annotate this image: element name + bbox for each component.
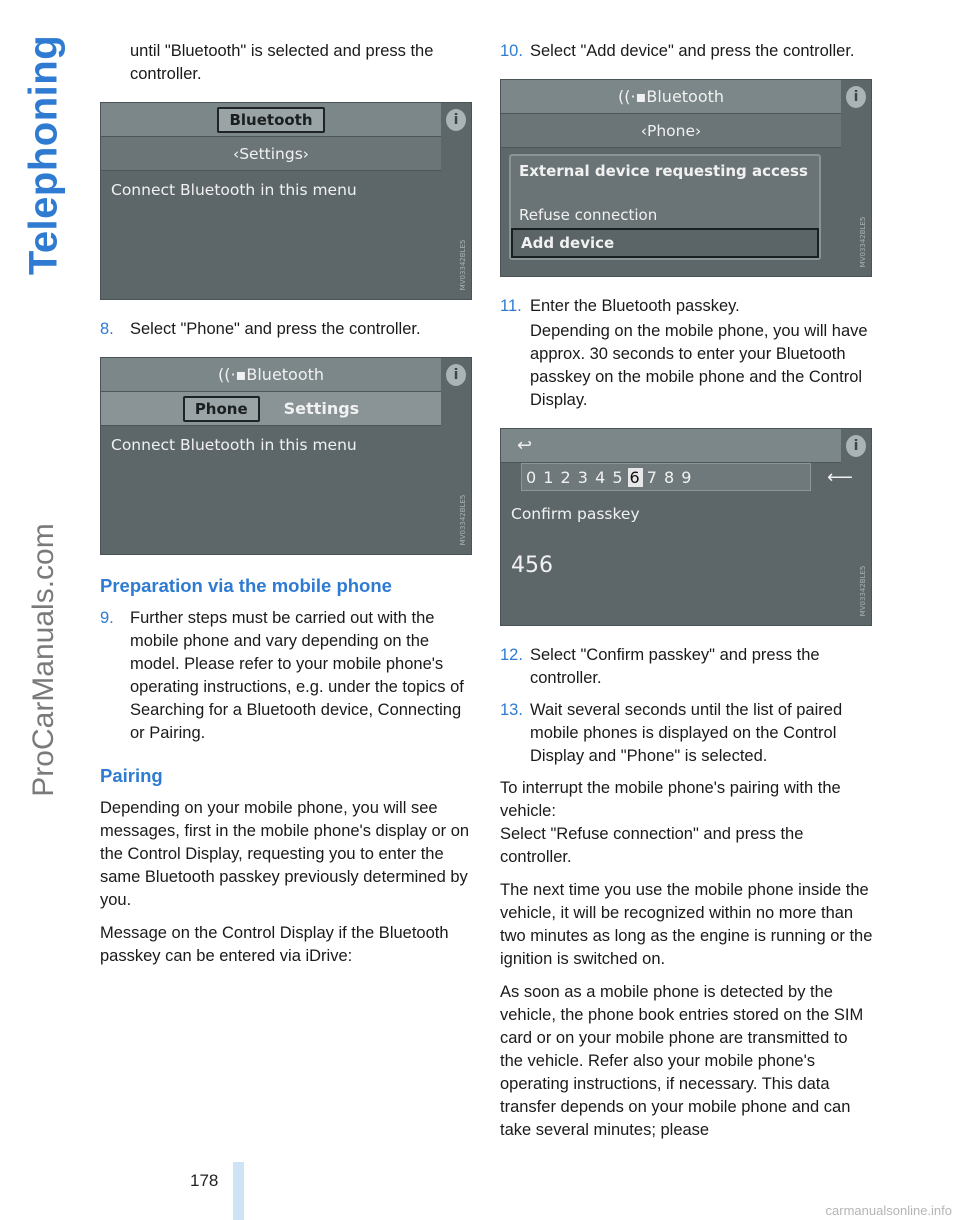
image-code: MV03342BLE5 [859, 216, 867, 268]
page-number: 178 [190, 1171, 219, 1190]
step-12: 12. Select "Confirm passkey" and press the controller. [500, 646, 820, 687]
add-device-option-selected: Add device [511, 228, 819, 258]
screen-top-row [501, 80, 841, 114]
settings-label: Settings [239, 144, 303, 163]
step-8: 8. Select "Phone" and press the controller. [100, 320, 421, 338]
footer-watermark: carmanualsonline.info [825, 1203, 952, 1218]
next-time-para: The next time you use the mobile phone inside the vehicle, it will be recognized within no more than two minutes as long as the engine is running or the ignition is switched on. [500, 881, 873, 968]
step-9: 9. Further steps must be carried out with the mobile phone and vary depending on the model. Please refer to your mobile phone's operating instructions, e.g. under the topics of Searching for a Bluetooth device, Connecting or Pairing. [100, 609, 464, 742]
pairing-para-1: Depending on your mobile phone, you will see messages, first in the mobile phone's display or on the Control Display, requesting you to enter the same Bluetooth passkey previously determined by you. [100, 799, 470, 909]
heading-preparation: Preparation via the mobile phone [100, 575, 392, 596]
intro-text: until "Bluetooth" is selected and press the controller. [130, 42, 434, 83]
pairing-para-2: Message on the Control Display if the Bluetooth passkey can be entered via iDrive: [100, 924, 449, 965]
screen-add-device [500, 79, 872, 277]
chevron-right-icon: › [302, 144, 309, 163]
screen-top-row [101, 358, 441, 392]
chevron-left-icon: ‹ [640, 121, 647, 140]
refuse-connection-option: Refuse connection [519, 206, 658, 224]
heading-pairing: Pairing [100, 765, 163, 786]
chapter-side-title: Telephoning [21, 34, 66, 276]
screen-bluetooth-phone [100, 357, 472, 555]
screen-mid-row [101, 137, 441, 171]
backspace-icon: ⟵ [827, 467, 853, 488]
side-watermark: ProCarManuals.com [27, 523, 60, 797]
popup-title: External device requesting access [519, 162, 808, 180]
step-11-detail: Depending on the mobile phone, you will have approx. 30 seconds to enter your Bluetooth passkey on the mobile phone and the Control Display. [530, 322, 868, 409]
screen-mid-row [501, 114, 841, 148]
passkey-value: 456 [511, 553, 553, 578]
chevron-right-icon: › [695, 121, 702, 140]
screen-message: Connect Bluetooth in this menu [111, 436, 357, 454]
settings-tab: Settings [283, 399, 360, 418]
image-code: MV03342BLE5 [459, 239, 467, 291]
bluetooth-tab-selected: Bluetooth [217, 107, 324, 133]
digits-before: 0 1 2 3 4 5 [526, 467, 624, 487]
screen-message: Connect Bluetooth in this menu [111, 181, 357, 199]
info-icon: i [846, 435, 866, 457]
info-icon: i [846, 86, 866, 108]
screen-top-row [101, 103, 441, 137]
step-11: 11. Enter the Bluetooth passkey. [500, 297, 740, 315]
info-icon: i [446, 109, 466, 131]
confirm-passkey-option: Confirm passkey [511, 505, 640, 523]
signal-icon: ((·▪ [217, 365, 247, 384]
step-13: 13. Wait several seconds until the list of paired mobile phones is displayed on the Control Display and "Phone" is selected. [500, 701, 843, 765]
screen-passkey [500, 428, 872, 626]
left-column [100, 40, 475, 978]
access-popup [509, 154, 821, 260]
phone-label: Phone [646, 121, 695, 140]
screen-mid-row [101, 392, 441, 426]
phone-tab-selected: Phone [183, 396, 260, 422]
phonebook-para: As soon as a mobile phone is detected by the vehicle, the phone book entries stored on the SIM card or on your mobile phone are transmitted to the vehicle. Refer also your mobile phone's operating instructions, if necessary. This data transfer depends on your mobile phone and can take several minutes; please [500, 983, 864, 1139]
page-bar [233, 1162, 244, 1220]
digits-after: 7 8 9 [646, 467, 693, 487]
digit-selected: 6 [629, 467, 641, 487]
right-column [500, 40, 875, 1152]
info-icon: i [446, 364, 466, 386]
step-10: 10. Select "Add device" and press the controller. [500, 42, 855, 60]
screen-bluetooth-settings [100, 102, 472, 300]
signal-icon: ((·▪ [617, 87, 647, 106]
return-icon: ↩ [517, 435, 533, 456]
interrupt-para: To interrupt the mobile phone's pairing with the vehicle: Select "Refuse connection" and press the controller. [500, 779, 841, 866]
bluetooth-label: Bluetooth [646, 87, 725, 106]
image-code: MV03342BLE5 [459, 494, 467, 546]
screen-top-row [501, 429, 841, 463]
digit-speller [521, 463, 811, 491]
bluetooth-label: Bluetooth [246, 365, 325, 384]
chevron-left-icon: ‹ [233, 144, 240, 163]
image-code: MV03342BLE5 [859, 565, 867, 617]
